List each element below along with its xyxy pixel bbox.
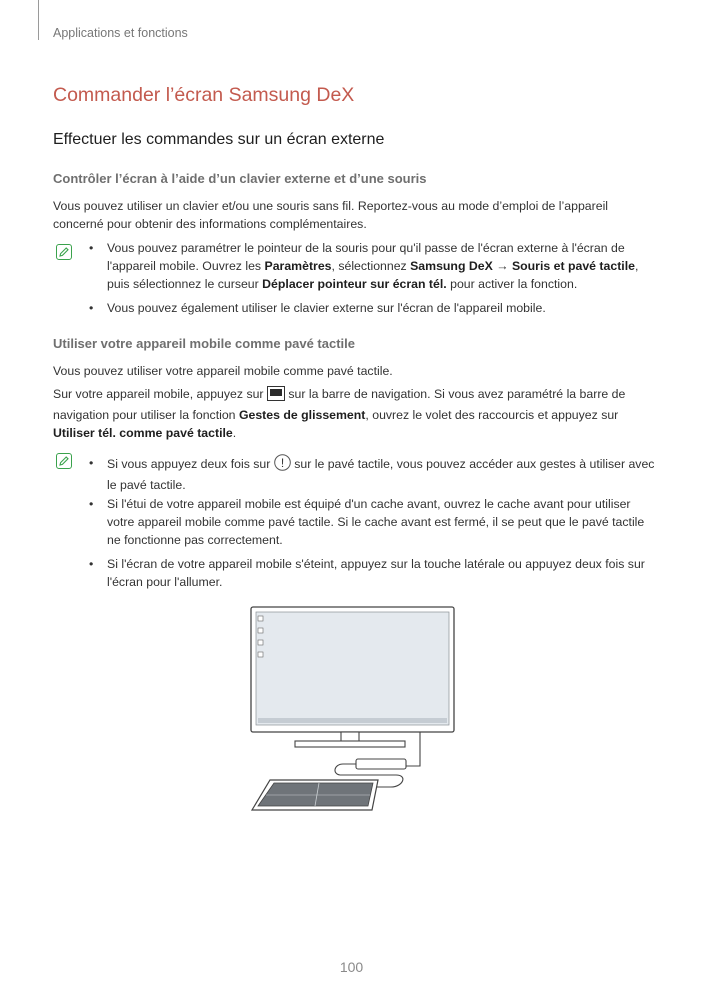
- subheading-touchpad: Utiliser votre appareil mobile comme pavé tactile: [53, 336, 356, 351]
- exclamation-circle-icon: [274, 454, 291, 476]
- touchpad-icon: [267, 386, 285, 406]
- dex-adapter: [356, 759, 406, 769]
- bullet: •: [89, 241, 94, 255]
- page-title: Commander l’écran Samsung DeX: [53, 84, 355, 106]
- note-pencil-icon: [56, 244, 72, 260]
- note-text: Si l'étui de votre appareil mobile est équipé d'un cache avant, ouvrez le cache avant pour utiliser votre appareil mobile comme pavé tactile. Si le cache avant est fermé, il se peut que le pavé tactile ne fonctionne pas correctement.: [107, 497, 645, 547]
- bullet: •: [89, 456, 94, 470]
- note-text: Vous pouvez également utiliser le clavier externe sur l'écran de l'appareil mobile.: [107, 301, 546, 315]
- monitor-screen: [256, 612, 449, 725]
- paragraph-keyboard-intro: Vous pouvez utiliser un clavier et/ou une souris sans fil. Reportez-vous au mode d’emploi de l’appareil concerné pour obtenir des informations complémentaires.: [53, 199, 609, 231]
- bullet: •: [89, 557, 94, 571]
- desktop-icon: [258, 628, 263, 633]
- hdmi-cable: [406, 732, 420, 766]
- dex-touchpad-illustration: [248, 606, 458, 812]
- taskbar: [258, 718, 447, 723]
- list-item: [89, 299, 659, 317]
- monitor-base: [295, 741, 405, 747]
- svg-text:!: !: [280, 456, 284, 470]
- desktop-icon: [258, 616, 263, 621]
- list-item: [89, 495, 659, 549]
- desktop-icon: [258, 652, 263, 657]
- paragraph-touchpad-intro: Vous pouvez utiliser votre appareil mobile comme pavé tactile.: [53, 364, 393, 378]
- desktop-icon: [258, 640, 263, 645]
- subheading-keyboard-mouse: Contrôler l’écran à l’aide d’un clavier externe et d’une souris: [53, 171, 427, 186]
- paragraph-touchpad-steps: Sur votre appareil mobile, appuyez sur sur la barre de navigation. Si vous avez paramétré la barre de navigation pour utiliser la fonction Gestes de glissement, ouvrez le volet des raccourcis et appuyez sur Utiliser tél. comme pavé tactile.: [53, 387, 626, 440]
- list-item: [89, 239, 659, 293]
- page-number: 100: [339, 959, 364, 975]
- section-heading: Effectuer les commandes sur un écran externe: [53, 131, 385, 148]
- bullet: •: [89, 497, 94, 511]
- note-text: Si vous appuyez deux fois sur ! sur le pavé tactile, vous pouvez accéder aux gestes à utiliser avec le pavé tactile.: [107, 456, 655, 492]
- note-text: Si l'écran de votre appareil mobile s'éteint, appuyez sur la touche latérale ou appuyez deux fois sur l'écran pour l'allumer.: [107, 557, 645, 589]
- bullet: •: [89, 301, 94, 315]
- note-pencil-icon: [56, 453, 72, 469]
- header-rule: [38, 0, 39, 40]
- list-item: [89, 555, 659, 591]
- note-text: Vous pouvez paramétrer le pointeur de la souris pour qu'il passe de l'écran externe à l'écran de l'appareil mobile. Ouvrez les Paramètres, sélectionnez Samsung DeX → Souris et pavé tactile, puis sélectionnez le curseur Déplacer pointeur sur écran tél. pour activer la fonction.: [107, 241, 639, 291]
- list-item: [89, 454, 659, 494]
- section-header: Applications et fonctions: [53, 26, 188, 40]
